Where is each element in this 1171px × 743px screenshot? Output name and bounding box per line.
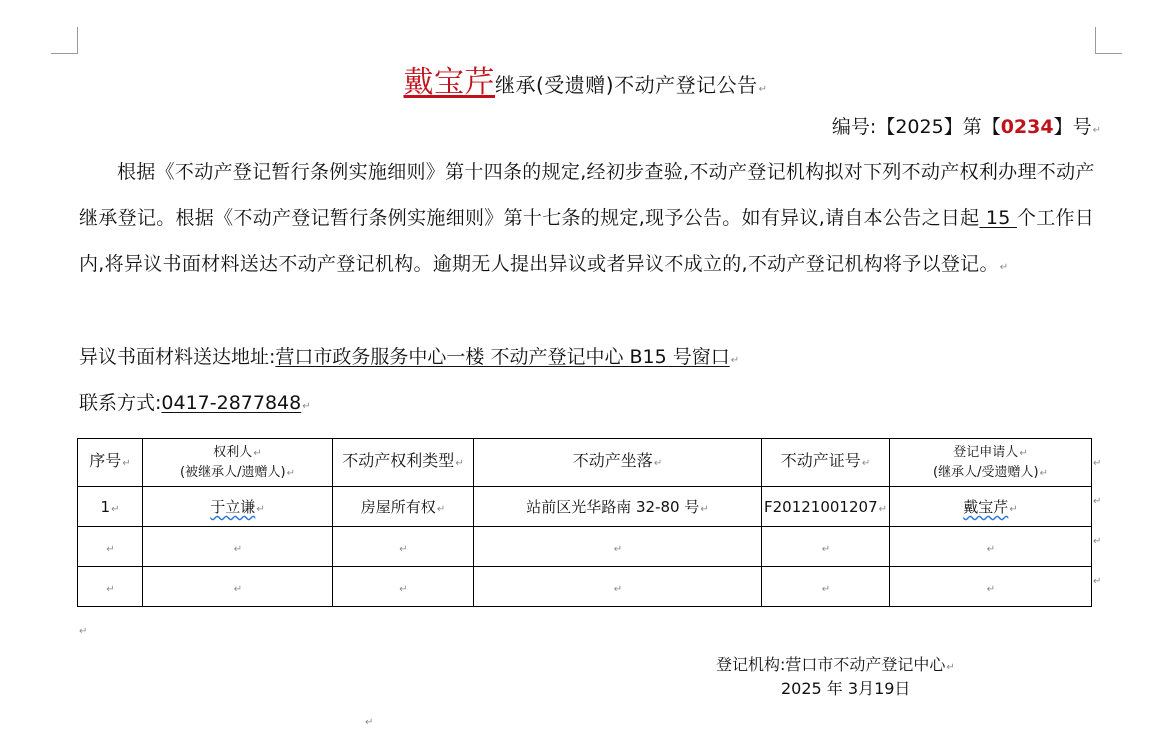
reference-year: 2025 xyxy=(895,116,944,138)
paragraph-mark-icon: ↵ xyxy=(946,662,955,673)
empty-cell: ↵ xyxy=(474,567,762,607)
cell-applicant: 戴宝芹↵ xyxy=(890,487,1092,527)
reference-serial: 0234 xyxy=(1000,116,1054,138)
header-holder: 权利人↵ (被继承人/遗赠人)↵ xyxy=(143,439,333,487)
notice-date: 2025 年 3月19日 xyxy=(781,679,911,698)
authority-text: 登记机构:营口市不动产登记中心 xyxy=(716,655,946,674)
notice-body xyxy=(79,149,1099,291)
registration-authority xyxy=(716,652,955,675)
cell-location: 站前区光华路南 32-80 号↵ xyxy=(474,487,762,527)
address-value: 营口市政务服务中心一楼 不动产登记中心 B15 号窗口 xyxy=(275,346,730,368)
contact-phone: 0417-2877848 xyxy=(161,392,302,414)
reference-middle: 】第【 xyxy=(943,116,1001,138)
objection-address xyxy=(79,342,739,369)
body-text-part1: 根据《不动产登记暂行条例实施细则》第十四条的规定,经初步查验,不动产登记机构拟对下列不动产权利办理不动产继承登记。根据《不动产登记暂行条例实施细则》第十七条的规定,现予公告。如有异议,请自本公告之日起 xyxy=(79,161,1095,229)
empty-cell: ↵ xyxy=(143,527,333,567)
empty-cell: ↵ xyxy=(143,567,333,607)
empty-cell: ↵ xyxy=(890,527,1092,567)
notice-title xyxy=(0,57,1171,101)
table-header-row xyxy=(78,439,1092,487)
reference-suffix: 】号 xyxy=(1053,116,1092,138)
table-row xyxy=(78,487,1092,527)
empty-cell: ↵ xyxy=(78,567,143,607)
reference-prefix: 编号:【 xyxy=(831,116,896,138)
paragraph-mark-icon: ↵ xyxy=(302,401,311,412)
empty-cell: ↵ xyxy=(333,527,474,567)
header-applicant: 登记申请人↵ (继承人/受遗赠人)↵ xyxy=(890,439,1092,487)
title-applicant-name: 戴宝芹 xyxy=(403,65,495,100)
paragraph-mark-icon: ↵ xyxy=(365,717,374,728)
property-table xyxy=(77,438,1092,607)
cell-cert: F20121001207↵ xyxy=(762,487,890,527)
paragraph-mark-icon: ↵ xyxy=(758,84,768,95)
row-end-mark-icon: ↵ xyxy=(1093,576,1102,587)
contact-label: 联系方式: xyxy=(79,392,162,414)
body-text-part2: 个工作日内,将异议书面材料送达不动产登记机构。逾期无人提出异议或者异议不成立的,不动产登记机构将予以登记。 xyxy=(79,207,1095,275)
table-row xyxy=(78,527,1092,567)
crop-mark-top-left xyxy=(51,27,78,54)
title-text: 继承(受遗赠)不动产登记公告 xyxy=(495,73,758,97)
header-seq: 序号↵ xyxy=(78,439,143,487)
row-end-mark-icon: ↵ xyxy=(1093,496,1102,507)
address-label: 异议书面材料送达地址: xyxy=(79,346,276,368)
empty-cell: ↵ xyxy=(890,567,1092,607)
header-cert: 不动产证号↵ xyxy=(762,439,890,487)
row-end-mark-icon: ↵ xyxy=(1093,458,1102,469)
cell-seq: 1↵ xyxy=(78,487,143,527)
empty-cell: ↵ xyxy=(333,567,474,607)
paragraph-mark-icon: ↵ xyxy=(999,262,1009,273)
reference-number xyxy=(832,112,1101,139)
objection-days: 15 xyxy=(979,207,1017,229)
empty-cell: ↵ xyxy=(474,527,762,567)
table-row xyxy=(78,567,1092,607)
paragraph-mark-icon: ↵ xyxy=(79,626,88,637)
empty-cell: ↵ xyxy=(78,527,143,567)
empty-cell: ↵ xyxy=(762,567,890,607)
paragraph-mark-icon: ↵ xyxy=(730,355,740,366)
header-location: 不动产坐落↵ xyxy=(474,439,762,487)
empty-cell: ↵ xyxy=(762,527,890,567)
crop-mark-top-right xyxy=(1095,27,1122,54)
paragraph-mark-icon: ↵ xyxy=(1092,125,1101,136)
row-end-mark-icon: ↵ xyxy=(1093,536,1102,547)
header-right-type: 不动产权利类型↵ xyxy=(333,439,474,487)
cell-holder: 于立谦↵ xyxy=(143,487,333,527)
contact-info xyxy=(79,388,311,415)
cell-right-type: 房屋所有权↵ xyxy=(333,487,474,527)
